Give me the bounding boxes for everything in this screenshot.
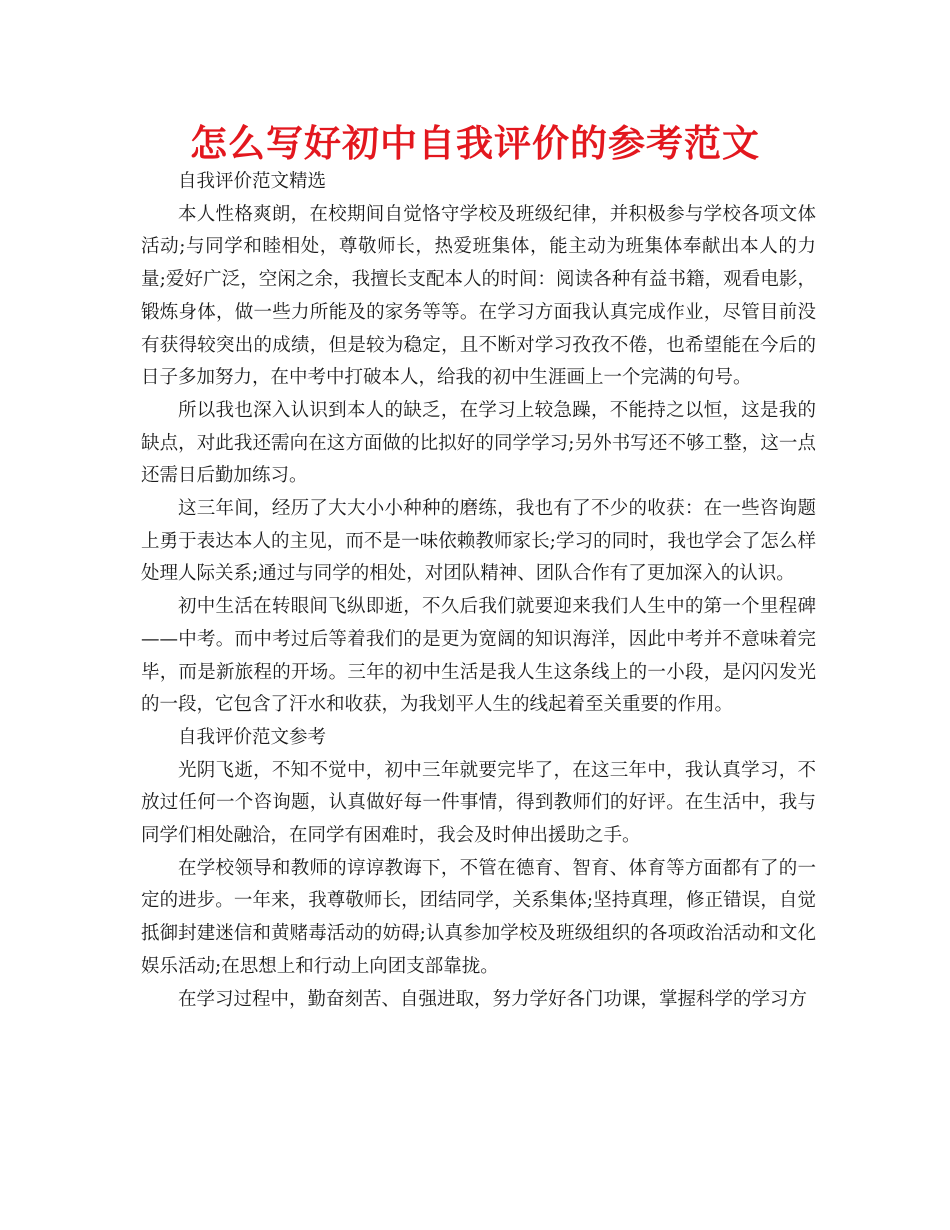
- paragraph-gains: 这三年间，经历了大大小小种种的磨练，我也有了不少的收获：在一些咨询题上勇于表达本人的主见，而不是一味依赖教师家长;学习的同时，我也学会了怎么样处理人际关系;通过与同学的相处，对团队精神、团队合作有了更加深入的认识。: [141, 498, 816, 585]
- paragraph-study: 在学习过程中，勤奋刻苦、自强进取，努力学好各门功课，掌握科学的学习方: [178, 988, 808, 1010]
- document-title: 怎么写好初中自我评价的参考范文: [190, 122, 760, 165]
- document-body: [141, 166, 816, 1016]
- section-heading-selected: 自我评价范文精选: [178, 171, 327, 192]
- paragraph-progress: 在学校领导和教师的谆谆教诲下，不管在德育、智育、体育等方面都有了的一定的进步。一年来，我尊敬师长，团结同学，关系集体;坚持真理，修正错误，自觉抵御封建迷信和黄赌毒活动的妨碍;认真参加学校及班级组织的各项政治活动和文化娱乐活动;在思想上和行动上向团支部靠拢。: [141, 857, 816, 977]
- paragraph-three-years: 光阴飞逝，不知不觉中，初中三年就要完毕了，在这三年中，我认真学习，不放过任何一个咨询题，认真做好每一件事情，得到教师们的好评。在生活中，我与同学们相处融洽，在同学有困难时，我会及时伸出援助之手。: [141, 759, 816, 847]
- paragraph-personality: 本人性格爽朗，在校期间自觉恪守学校及班级纪律，并积极参与学校各项文体活动;与同学和睦相处，尊敬师长，热爱班集体，能主动为班集体奉献出本人的力量;爱好广泛，空闲之余，我擅长支配本人的时间：阅读各种有益书籍，观看电影，锻炼身体，做一些力所能及的家务等等。在学习方面我认真完成作业，尽管目前没有获得较突出的成绩，但是较为稳定，且不断对学习孜孜不倦，也希望能在今后的日子多加努力，在中考中打破本人，给我的初中生涯画上一个完满的句号。: [141, 203, 816, 389]
- paragraph-shortcomings: 所以我也深入认识到本人的缺乏，在学习上较急躁，不能持之以恒，这是我的缺点，对此我还需向在这方面做的比拟好的同学学习;另外书写还不够工整，这一点还需日后勤加练习。: [141, 399, 816, 487]
- paragraph-milestone: 初中生活在转眼间飞纵即逝，不久后我们就要迎来我们人生中的第一个里程碑——中考。而中考过后等着我们的是更为宽阔的知识海洋，因此中考并不意味着完毕，而是新旅程的开场。三年的初中生活是我人生这条线上的一小段，是闪闪发光的一段，它包含了汗水和收获，为我划平人生的线起着至关重要的作用。: [141, 596, 816, 716]
- section-heading-reference: 自我评价范文参考: [178, 726, 327, 748]
